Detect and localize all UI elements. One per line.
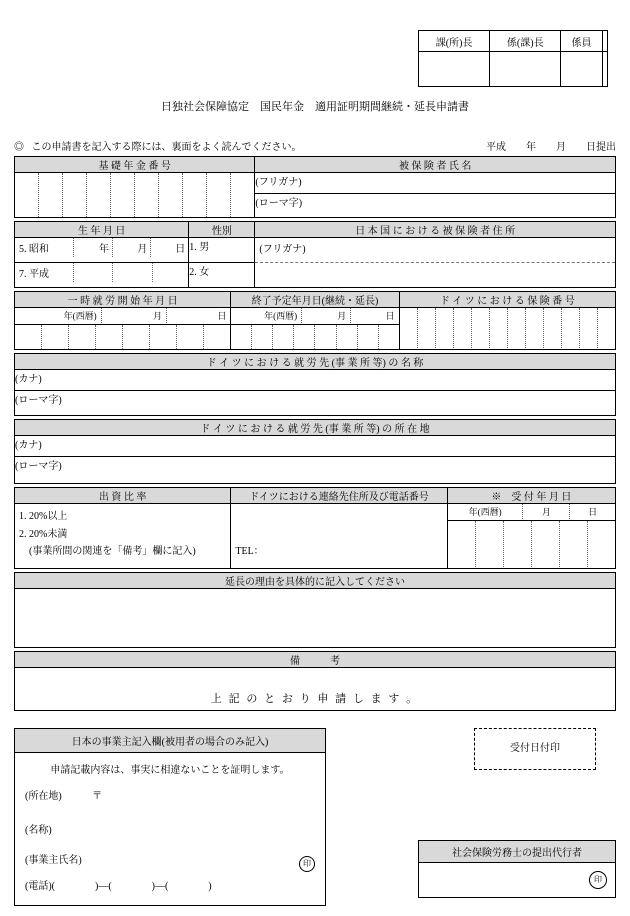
field-birth-era5[interactable] (15, 238, 189, 263)
label-birth-day: 日 (151, 238, 188, 257)
label-employer-address-romaji: (ローマ字) (15, 461, 62, 472)
header-birth-date: 生 年 月 日 (15, 222, 189, 238)
label-receipt-year-western: 年(西暦) (468, 507, 502, 517)
option-female[interactable]: 2. 女 (189, 263, 255, 288)
approval-cell-2 (490, 52, 561, 87)
label-business-owner-name: (事業主氏名) (25, 855, 82, 866)
sr-seal-icon: 印 (589, 871, 607, 889)
approval-col-3: 係員 (561, 31, 602, 52)
note-text: この申請書を記入する際には、裏面をよく読んでください。 (31, 142, 302, 153)
business-owner-box (14, 728, 326, 906)
label-furigana: (フリガナ) (255, 177, 302, 188)
table-pension-name (14, 156, 616, 218)
table-ratio-contact-receipt (14, 487, 616, 569)
table-work-dates (14, 291, 616, 350)
submission-date: 平成 年 月 日提出 (486, 142, 616, 153)
label-birth-year: 年 (74, 238, 113, 257)
table-employer-address (14, 419, 616, 484)
field-employer-address-romaji[interactable] (15, 457, 616, 484)
subheader-receipt-date (447, 504, 615, 521)
label-address-furigana: (フリガナ) (259, 244, 306, 255)
approval-box (418, 30, 608, 87)
declaration-text: 上 記 の と お り 申 請 し ま す 。 (210, 693, 420, 705)
field-business-owner-name[interactable] (25, 851, 315, 871)
label-romaji: (ローマ字) (255, 198, 303, 210)
label-era-showa: 5. 昭和 (19, 244, 49, 255)
header-remarks: 備 考 (15, 652, 616, 668)
approval-col-2: 係(課)長 (490, 31, 561, 52)
option-ratio-under20[interactable]: 2. 20%未満 (19, 528, 68, 540)
label-birth-month: 月 (112, 238, 151, 257)
field-business-address[interactable] (25, 787, 315, 807)
field-address-japan[interactable] (255, 238, 616, 288)
label-era-heisei: 7. 平成 (19, 269, 49, 280)
field-business-name[interactable] (25, 821, 315, 841)
approval-col-1: 課(所)長 (419, 31, 490, 52)
label-end-month: 月 (302, 308, 351, 323)
approval-col-4 (602, 31, 607, 52)
sr-agent-header: 社会保険労務士の提出代行者 (418, 840, 616, 863)
postal-mark-icon: 〒 (92, 791, 103, 802)
sr-agent-box (418, 840, 616, 898)
field-start-date[interactable] (15, 325, 231, 350)
field-employer-name-kana[interactable] (15, 370, 616, 391)
label-employer-romaji: (ローマ字) (15, 395, 62, 406)
header-capital-ratio: 出 資 比 率 (15, 488, 231, 504)
field-employer-name-romaji[interactable] (15, 391, 616, 416)
label-end-day: 日 (351, 308, 399, 323)
approval-cell-1 (419, 52, 490, 87)
field-name-furigana[interactable] (255, 173, 616, 194)
instruction-line (14, 138, 616, 153)
page-title: 日独社会保障協定 国民年金 適用証明期間継続・延長申請書 (161, 101, 469, 113)
label-employer-kana: (カナ) (15, 374, 42, 385)
header-employer-address: ド イ ツ に お け る 就 労 先 (事 業 所 等) の 所 在 地 (15, 420, 616, 436)
approval-cell-4 (602, 52, 607, 87)
subheader-end-date (231, 308, 399, 325)
label-business-name: (名称) (25, 825, 52, 836)
label-start-year-western: 年(西暦) (63, 311, 97, 321)
business-owner-body (15, 753, 325, 905)
header-address-japan: 日 本 国 に お け る 被 保 険 者 住 所 (255, 222, 616, 238)
field-name-romaji[interactable] (255, 194, 616, 218)
business-owner-header: 日本の事業主記入欄(被用者の場合のみ記入) (15, 729, 325, 753)
header-insured-name: 被 保 険 者 氏 名 (255, 157, 616, 173)
field-birth-era7[interactable] (15, 263, 189, 288)
option-ratio-over20[interactable]: 1. 20%以上 (19, 511, 68, 522)
header-german-insurance-number: ド イ ツ に お け る 保 険 番 号 (399, 292, 615, 308)
label-receipt-day: 日 (570, 504, 615, 519)
note-ratio: (事業所間の関連を「備考」欄に記入) (29, 546, 196, 557)
note-mark: ◎ (14, 142, 24, 153)
sr-agent-field[interactable] (418, 863, 616, 898)
header-extension-reason: 延長の理由を具体的に記入してください (15, 573, 616, 589)
main-form (14, 156, 616, 711)
label-employer-address-kana: (カナ) (15, 440, 42, 451)
field-german-insurance-number[interactable] (399, 308, 615, 350)
table-extension-reason (14, 572, 616, 648)
option-male[interactable]: 1. 男 (189, 238, 255, 263)
header-basic-pension-number: 基 礎 年 金 番 号 (15, 157, 255, 173)
label-receipt-month: 月 (523, 504, 570, 519)
field-receipt-date[interactable] (447, 521, 615, 569)
receipt-stamp-label: 受付日付印 (474, 728, 596, 770)
label-start-day: 日 (167, 308, 231, 323)
field-end-date[interactable] (231, 325, 399, 350)
receipt-stamp-box (455, 728, 615, 772)
approval-cell-3 (561, 52, 602, 87)
label-tel: TEL： (235, 546, 264, 557)
field-capital-ratio[interactable] (15, 504, 231, 569)
header-receipt-date: ※ 受 付 年 月 日 (447, 488, 615, 504)
table-employer-name (14, 353, 616, 416)
business-owner-statement: 申請記載内容は、事実に相違ないことを証明します。 (50, 765, 290, 776)
label-business-address: (所在地) (25, 791, 62, 802)
header-expected-end: 終了予定年月日(継続・延長) (231, 292, 399, 308)
table-birth-gender-address (14, 221, 616, 288)
field-basic-pension-number[interactable] (15, 173, 255, 218)
field-employer-address-kana[interactable] (15, 436, 616, 457)
label-end-year-western: 年(西暦) (264, 311, 298, 321)
header-employer-name: ド イ ツ に お け る 就 労 先 (事 業 所 等) の 名 称 (15, 354, 616, 370)
field-business-tel[interactable]: (電話)( )—( )—( ) (25, 881, 212, 892)
seal-icon: 印 (299, 856, 315, 872)
label-start-month: 月 (101, 308, 167, 323)
field-contact[interactable] (231, 504, 447, 569)
header-temp-work-start: 一 時 就 労 開 始 年 月 日 (15, 292, 231, 308)
subheader-start-date (15, 308, 231, 325)
header-contact: ドイツにおける連絡先住所及び電話番号 (231, 488, 447, 504)
header-gender: 性別 (189, 222, 255, 238)
field-extension-reason[interactable] (15, 589, 616, 648)
